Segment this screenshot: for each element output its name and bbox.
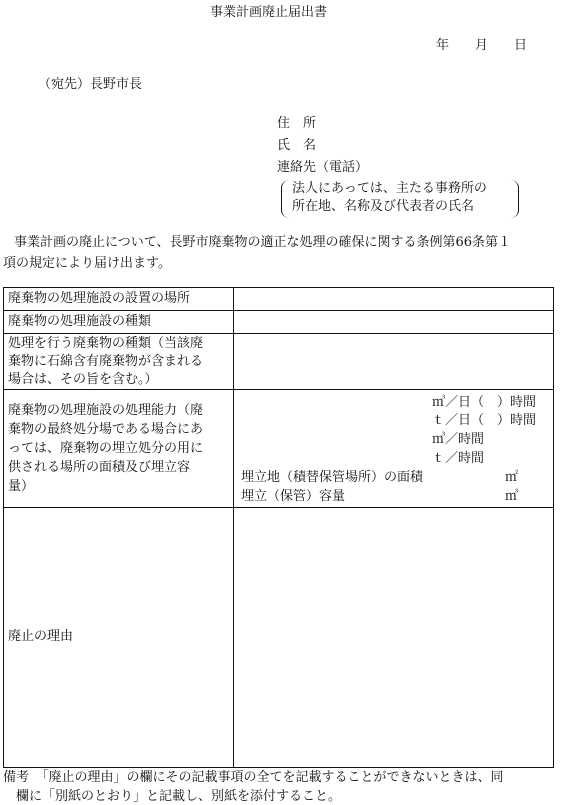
table-bottom-border — [3, 767, 554, 768]
corporate-note-line2: 所在地、名称及び代表者の氏名 — [292, 199, 475, 214]
remarks-line2: 欄に「別紙のとおり」と記載し、別紙を添付すること。 — [16, 789, 342, 804]
intro-line2: 項の規定により届け出ます。 — [3, 256, 171, 271]
capacity-t-per-day: ｔ／日（ ）時間 — [432, 413, 537, 428]
row-waste-type-label-l3: 場合は、その旨を含む。） — [8, 372, 158, 387]
row-capacity-label-l5: 量） — [8, 479, 35, 494]
document-title: 事業計画廃止届出書 — [210, 5, 328, 20]
table-column-divider — [233, 287, 234, 768]
intro-line1: 事業計画の廃止について、長野市廃棄物の適正な処理の確保に関する条例第66条第１ — [14, 235, 512, 250]
table-row-divider — [3, 507, 554, 508]
capacity-m3-per-hour: ㎥／時間 — [432, 432, 485, 447]
phone-label: 連絡先（電話） — [277, 160, 369, 175]
landfill-area-unit: ㎡ — [505, 470, 519, 485]
capacity-m3-per-day: ㎥／日（ ）時間 — [432, 395, 537, 410]
row-capacity-label-l1: 廃棄物の処理施設の処理能力（廃 — [8, 403, 204, 418]
row-facility-type-label: 廃棄物の処理施設の種類 — [8, 314, 152, 329]
row-capacity-label-l2: 棄物の最終処分場である場合にあ — [8, 422, 204, 437]
row-capacity-label-l4: 供される場所の面積及び埋立容 — [8, 460, 191, 475]
table-row-divider — [3, 389, 554, 390]
table-row-divider — [3, 310, 554, 311]
table-top-border — [3, 287, 554, 288]
row-installation-place-label: 廃棄物の処理施設の設置の場所 — [8, 291, 191, 306]
table-row-divider — [3, 333, 554, 334]
landfill-volume-label: 埋立（保管）容量 — [241, 489, 346, 504]
table-left-border — [3, 287, 4, 768]
corporate-note-line1: 法人にあっては、主たる事務所の — [292, 181, 487, 196]
addressee: （宛先）長野市長 — [38, 77, 143, 92]
row-capacity-label-l3: っては、廃棄物の埋立処分の用に — [8, 441, 204, 456]
landfill-volume-unit: ㎥ — [505, 489, 519, 504]
capacity-t-per-hour: ｔ／時間 — [432, 451, 485, 466]
table-right-border — [553, 287, 554, 768]
row-abolition-reason-label: 廃止の理由 — [8, 629, 74, 644]
row-waste-type-label-l2: 棄物に石綿含有廃棄物が含まれる — [8, 354, 204, 369]
landfill-area-label: 埋立地（積替保管場所）の面積 — [241, 470, 424, 485]
date-line: 年 月 日 — [436, 38, 528, 53]
remarks-line1: 備考 「廃止の理由」の欄にその記載事項の全てを記載することができないときは、同 — [3, 770, 504, 785]
row-waste-type-label-l1: 処理を行う廃棄物の種類（当該廃 — [8, 336, 204, 351]
name-label: 氏 名 — [277, 138, 317, 153]
address-label: 住 所 — [277, 116, 317, 131]
